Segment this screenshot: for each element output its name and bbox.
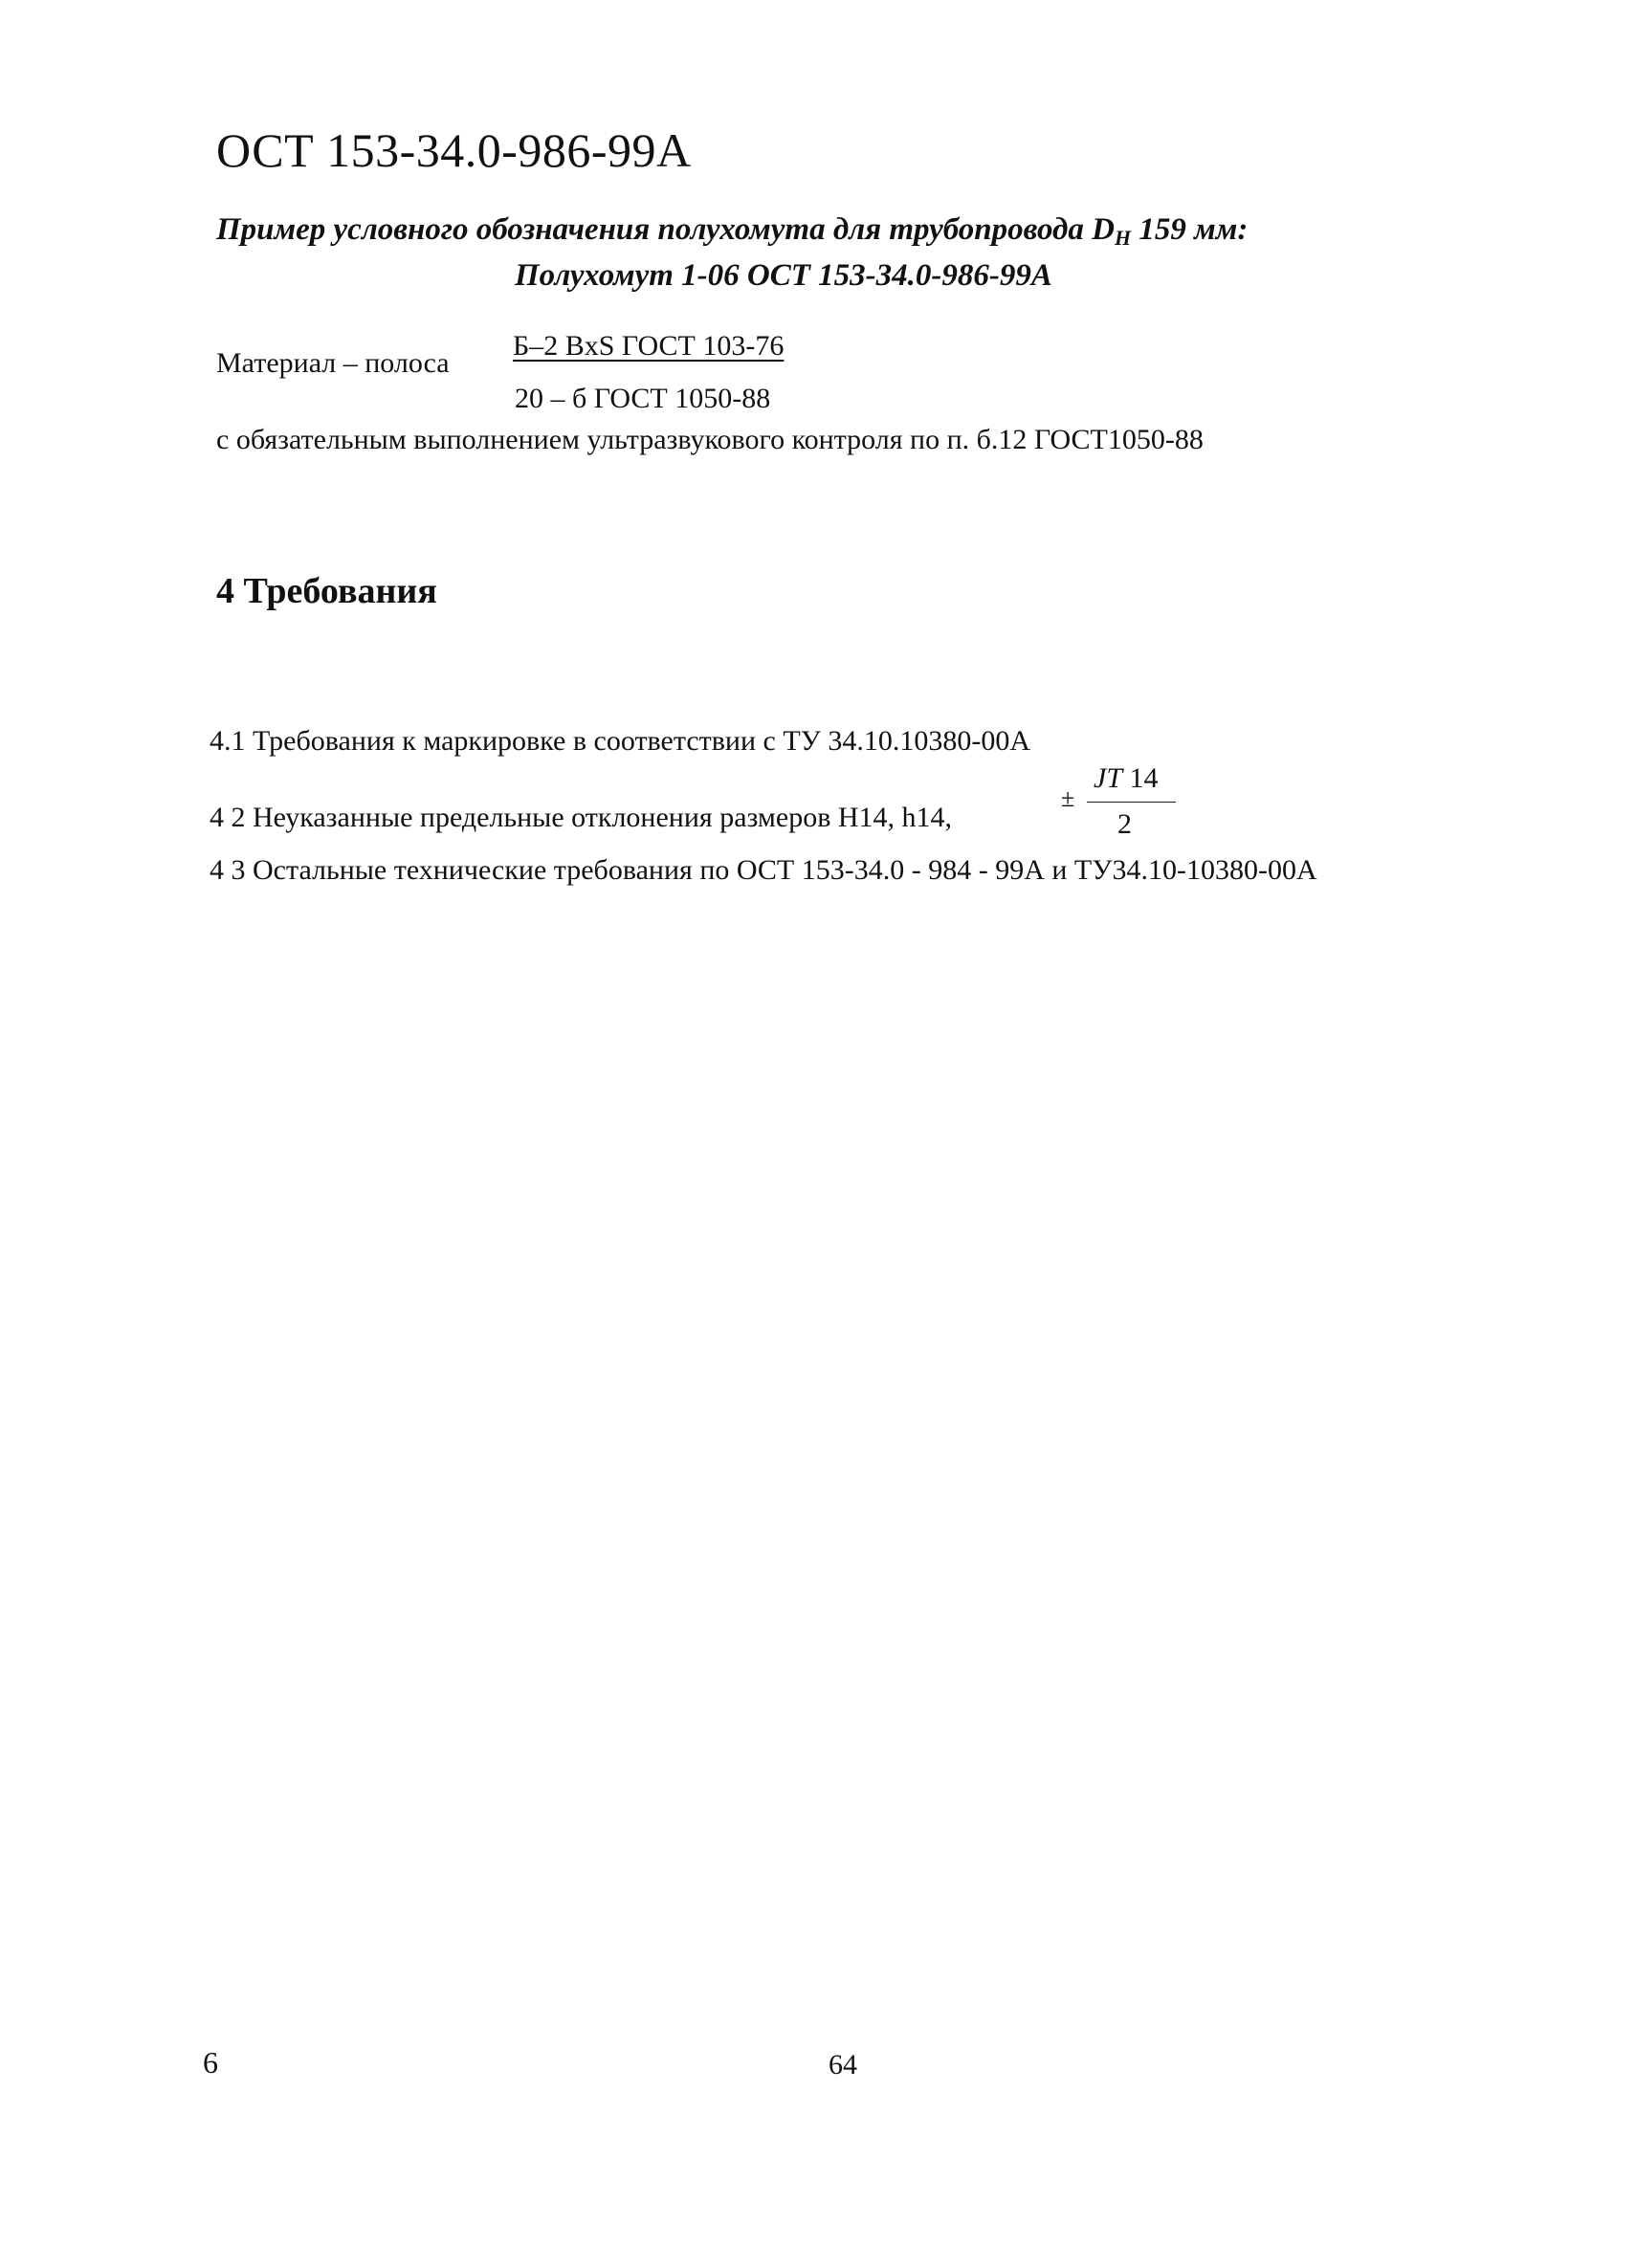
tolerance-fraction-line: [1087, 802, 1176, 803]
tolerance-numerator-grade: 14: [1122, 762, 1159, 794]
tolerance-fraction-denominator: 2: [1117, 808, 1132, 840]
example-caption-tail: 159 мм:: [1131, 212, 1249, 247]
tolerance-numerator-symbol: JT: [1094, 762, 1122, 794]
material-note: с обязательным выполнением ультразвукового контроля по п. б.12 ГОСТ1050-88: [216, 424, 1204, 455]
requirement-item-3: 4 3 Остальные технические требования по ОСТ 153-34.0 - 984 - 99А и ТУ34.10-10380-00А: [210, 854, 1317, 886]
example-caption-subscript: Н: [1115, 226, 1132, 250]
requirement-item-1: 4.1 Требования к маркировке в соответствии с ТУ 34.10.10380-00А: [210, 725, 1031, 757]
requirement-item-2: 4 2 Неуказанные предельные отклонения размеров Н14, h14,: [210, 802, 953, 833]
page-number: 64: [829, 2049, 857, 2081]
section-heading: 4 Требования: [216, 571, 437, 611]
example-caption: [216, 212, 1248, 251]
example-caption-text: Пример условного обозначения полухомута для трубопровода D: [216, 212, 1115, 247]
sheet-number: 6: [203, 2045, 218, 2080]
document-code: ОСТ 153-34.0-986-99А: [216, 123, 692, 177]
material-fraction-bottom: 20 – б ГОСТ 1050-88: [515, 383, 771, 414]
material-fraction-top: Б–2 BxS ГОСТ 103-76: [513, 330, 785, 362]
tolerance-plus-minus: ±: [1061, 784, 1075, 812]
example-designation: Полухомут 1-06 ОСТ 153-34.0-986-99А: [515, 258, 1052, 293]
material-label: Материал – полоса: [216, 347, 450, 379]
tolerance-fraction-numerator: [1094, 762, 1159, 795]
